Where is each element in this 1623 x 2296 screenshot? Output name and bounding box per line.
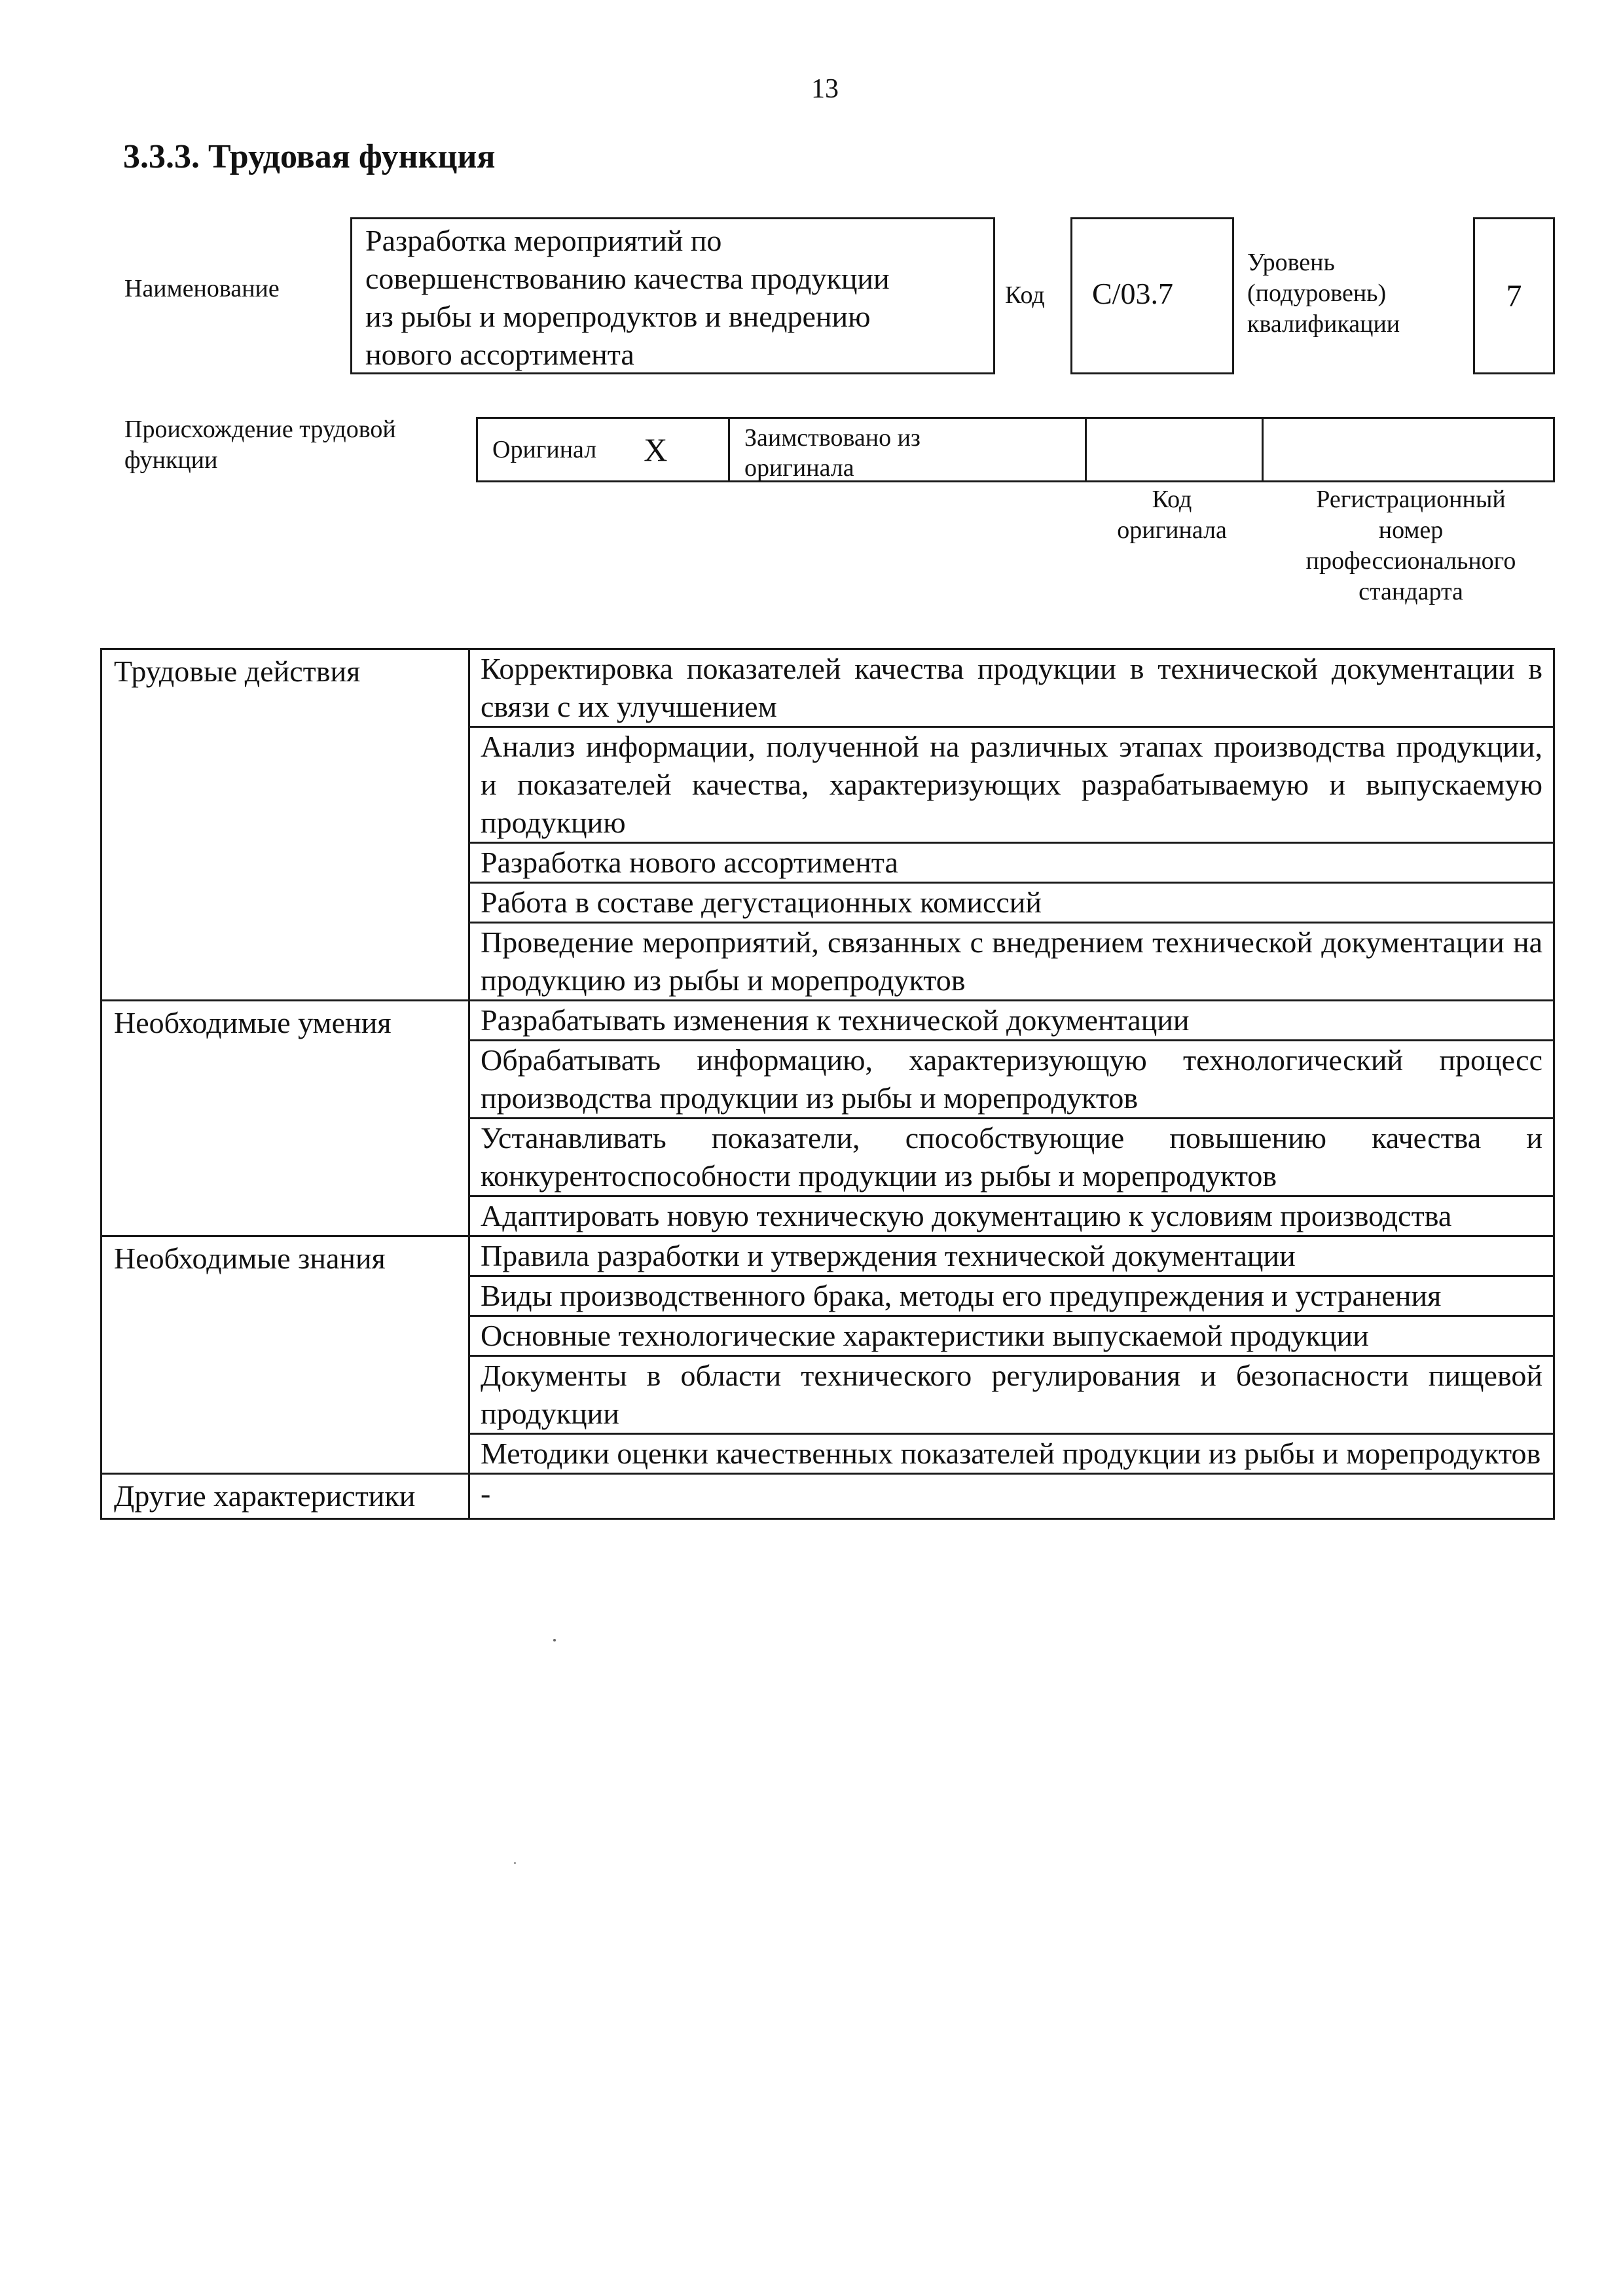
origin-label-line: функции xyxy=(124,446,218,474)
table-row xyxy=(101,1001,1554,1041)
original-code-cell xyxy=(1087,419,1264,480)
table-item: Адаптировать новую техническую документацию к условиям производства xyxy=(469,1196,1554,1236)
caption-line: стандарта xyxy=(1359,578,1463,605)
origin-original-cell xyxy=(478,419,730,480)
table-item: Методики оценки качественных показателей продукции из рыбы и морепродуктов xyxy=(469,1434,1554,1474)
table-item: - xyxy=(469,1474,1554,1519)
function-name-box xyxy=(350,217,995,374)
table-item: Разработка нового ассортимента xyxy=(469,843,1554,883)
original-label: Оригинал xyxy=(492,436,597,463)
table-item: Разрабатывать изменения к технической документации xyxy=(469,1001,1554,1041)
function-name-line: нового ассортимента xyxy=(365,338,634,371)
table-item: Работа в составе дегустационных комиссий xyxy=(469,883,1554,923)
table-item: Проведение мероприятий, связанных с внедрением технической документации на продукцию из рыбы и морепродуктов xyxy=(469,923,1554,1001)
origin-label xyxy=(124,414,452,476)
category-labor-actions: Трудовые действия xyxy=(101,649,469,1001)
borrowed-label-line: Заимствовано из xyxy=(744,424,921,452)
caption-line: оригинала xyxy=(1117,516,1227,544)
scan-speck xyxy=(514,1862,516,1864)
table-item: Устанавливать показатели, способствующие повышению качества и конкурентоспособности продукции из рыбы и морепродуктов xyxy=(469,1119,1554,1196)
original-mark: X xyxy=(644,431,668,468)
table-row xyxy=(101,1474,1554,1519)
table-item: Анализ информации, полученной на различных этапах производства продукции, и показателей качества, характеризующих разрабатываемую и выпускаемую продукцию xyxy=(469,727,1554,843)
table-item: Обрабатывать информацию, характеризующую технологический процесс производства продукции из рыбы и морепродуктов xyxy=(469,1041,1554,1119)
code-value: С/03.7 xyxy=(1092,277,1173,310)
original-code-caption xyxy=(1084,484,1260,546)
qualification-level-value: 7 xyxy=(1506,278,1522,314)
caption-line: Регистрационный xyxy=(1316,486,1506,513)
scan-speck xyxy=(553,1639,556,1641)
page-number: 13 xyxy=(811,74,839,104)
section-title: 3.3.3. Трудовая функция xyxy=(123,138,496,175)
function-name-line: совершенствованию качества продукции xyxy=(365,262,890,295)
caption-line: профессионального xyxy=(1305,547,1516,575)
origin-label-line: Происхождение трудовой xyxy=(124,416,396,443)
category-other-characteristics: Другие характеристики xyxy=(101,1474,469,1519)
table-item: Корректировка показателей качества продукции в технической документации в связи с их улучшением xyxy=(469,649,1554,727)
category-required-knowledge: Необходимые знания xyxy=(101,1236,469,1474)
table-item: Виды производственного брака, методы его предупреждения и устранения xyxy=(469,1276,1554,1316)
qualification-level-label xyxy=(1247,247,1417,340)
borrowed-label-line: оригинала xyxy=(744,454,854,482)
table-row xyxy=(101,649,1554,727)
code-label: Код xyxy=(1005,281,1045,309)
level-label-line: Уровень xyxy=(1247,249,1335,276)
table-item: Правила разработки и утверждения технической документации xyxy=(469,1236,1554,1276)
table-item: Основные технологические характеристики выпускаемой продукции xyxy=(469,1316,1554,1356)
caption-line: номер xyxy=(1378,516,1444,544)
qualification-level-box xyxy=(1473,217,1555,374)
caption-line: Код xyxy=(1152,486,1192,513)
name-label: Наименование xyxy=(124,275,280,302)
table-item: Документы в области технического регулирования и безопасности пищевой продукции xyxy=(469,1356,1554,1434)
function-name-line: Разработка мероприятий по xyxy=(365,224,722,257)
category-required-skills: Необходимые умения xyxy=(101,1001,469,1236)
origin-table xyxy=(476,417,1555,482)
function-name-line: из рыбы и морепродуктов и внедрению xyxy=(365,300,871,333)
level-label-line: квалификации xyxy=(1247,310,1400,338)
origin-borrowed-cell xyxy=(730,419,1087,480)
level-label-line: (подуровень) xyxy=(1247,279,1387,307)
function-details-table xyxy=(100,648,1555,1520)
table-row xyxy=(101,1236,1554,1276)
code-value-box xyxy=(1070,217,1234,374)
registration-number-caption xyxy=(1267,484,1555,607)
registration-number-cell xyxy=(1264,419,1553,480)
